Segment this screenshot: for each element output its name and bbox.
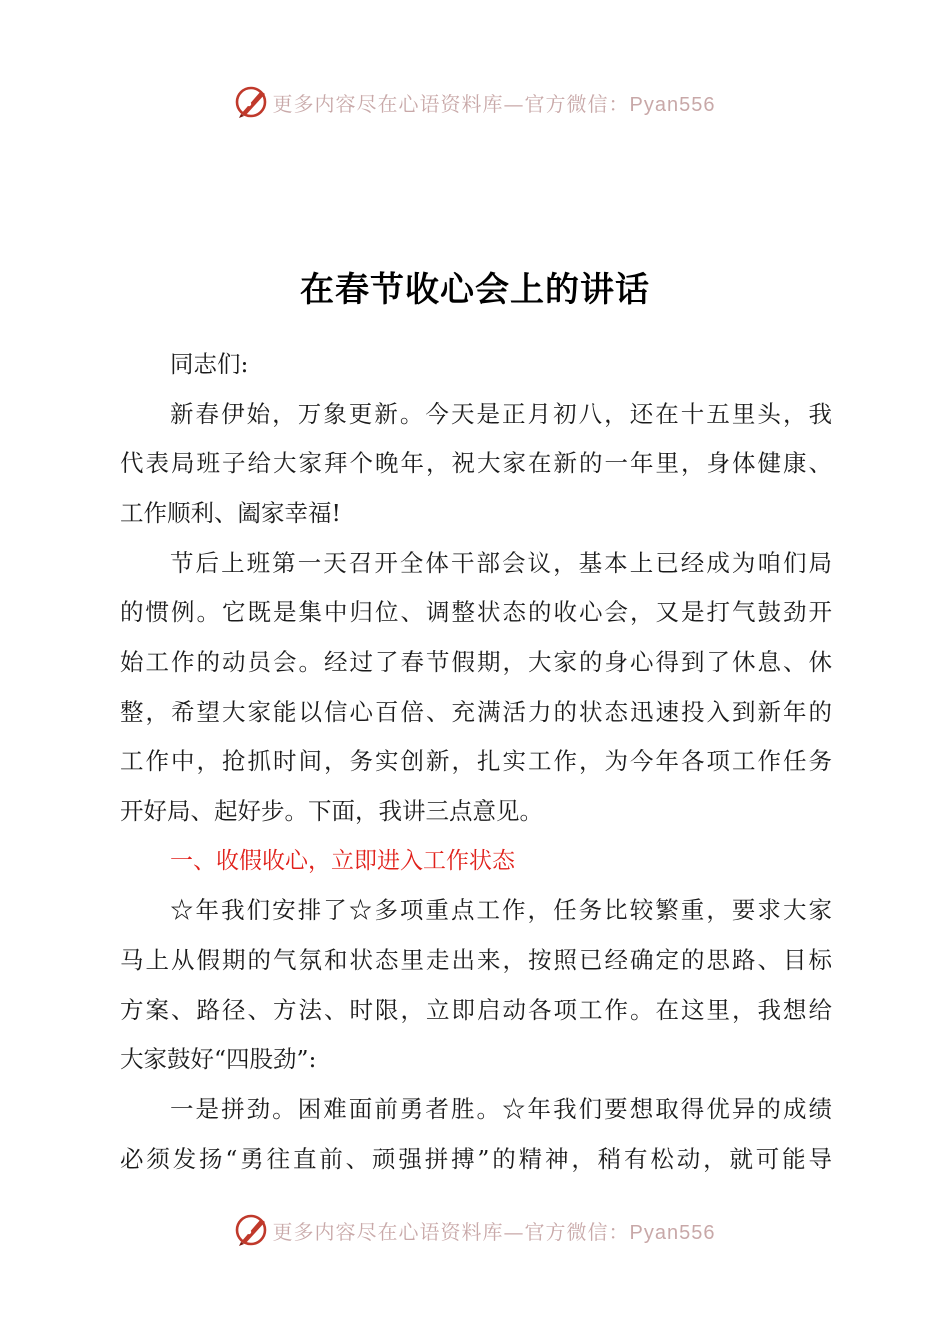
page-title: 在春节收心会上的讲话 bbox=[300, 270, 650, 310]
text-line: 必须发扬“勇往直前、顽强拼搏”的精神，稍有松动，就可能导 bbox=[120, 1145, 832, 1173]
watermark-text: 更多内容尽在心语资料库—官方微信：Pyan556 bbox=[272, 91, 716, 116]
text-line: 马上从假期的气氛和状态里走出来，按照已经确定的思路、目标 bbox=[120, 946, 832, 974]
text-line: 始工作的动员会。经过了春节假期，大家的身心得到了休息、休 bbox=[120, 648, 832, 676]
text-line: 大家鼓好“四股劲”: bbox=[120, 1045, 317, 1073]
text-line: 代表局班子给大家拜个晚年，祝大家在新的一年里，身体健康、 bbox=[120, 449, 832, 477]
text-line: 一是拼劲。困难面前勇者胜。☆年我们要想取得优异的成绩 bbox=[170, 1095, 832, 1123]
text-line: 工作中，抢抓时间，务实创新，扎实工作，为今年各项工作任务 bbox=[120, 747, 832, 775]
text-line: ☆年我们安排了☆多项重点工作，任务比较繁重，要求大家 bbox=[170, 896, 832, 924]
pen-logo-icon bbox=[235, 85, 269, 119]
text-line: 方案、路径、方法、时限，立即启动各项工作。在这里，我想给 bbox=[120, 996, 832, 1024]
pen-logo-icon bbox=[235, 1213, 269, 1247]
text-line: 节后上班第一天召开全体干部会议，基本上已经成为咱们局 bbox=[170, 549, 832, 577]
text-line: 整，希望大家能以信心百倍、充满活力的状态迅速投入到新年的 bbox=[120, 698, 832, 726]
text-line: 的惯例。它既是集中归位、调整状态的收心会，又是打气鼓劲开 bbox=[120, 598, 832, 626]
watermark-footer bbox=[0, 1210, 950, 1250]
text-line: 新春伊始，万象更新。今天是正月初八，还在十五里头，我 bbox=[170, 400, 832, 428]
text-line: 工作顺利、阖家幸福! bbox=[120, 499, 341, 527]
salutation-line: 同志们: bbox=[170, 350, 249, 378]
text-line: 开好局、起好步。下面，我讲三点意见。 bbox=[120, 797, 543, 825]
watermark-header bbox=[0, 82, 950, 122]
section-heading: 一、收假收心，立即进入工作状态 bbox=[170, 848, 515, 874]
watermark-text: 更多内容尽在心语资料库—官方微信：Pyan556 bbox=[272, 1219, 716, 1244]
